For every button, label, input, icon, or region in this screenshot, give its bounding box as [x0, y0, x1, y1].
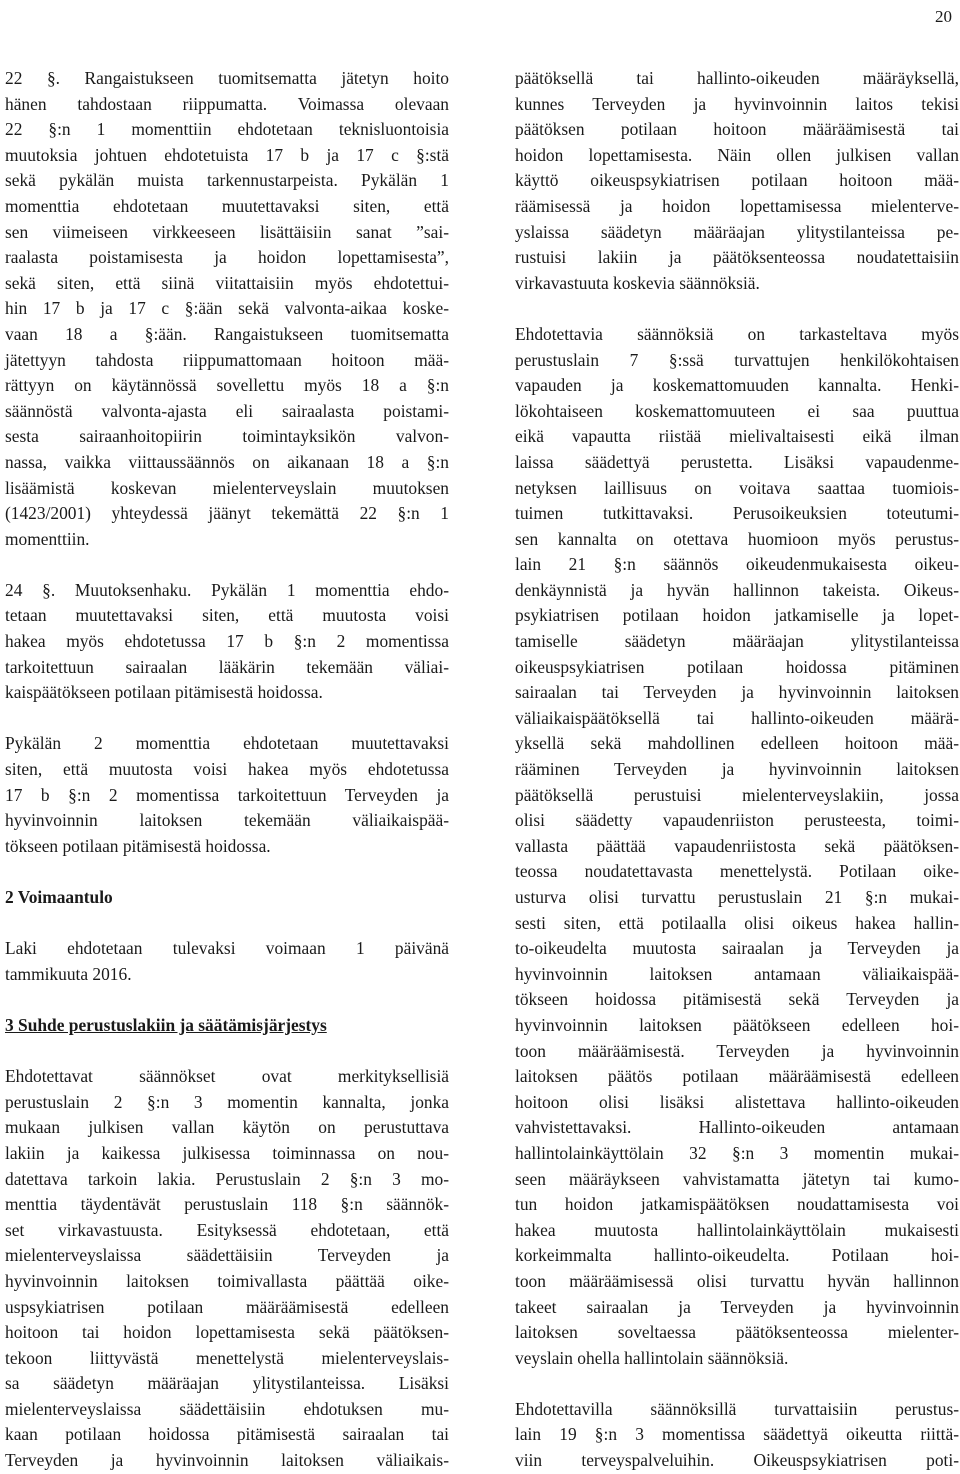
text-line: sa säädetyn määräajan ylitystilanteissa. Lisäksi — [5, 1373, 449, 1394]
text-line: väliaikaispäätöksellä tai hallinto-oikeuden määrä- — [515, 707, 959, 728]
text-line: sesta sairaanhoitopiirin toimintayksikön valvon- — [5, 426, 449, 447]
text-line: laissa säädettyä perustetta. Lisäksi vapaudenme- — [515, 451, 959, 472]
text-line: hänen tahdostaan riippumatta. Voimassa olevaan — [5, 93, 449, 114]
text-line: laitoksen päätös potilaan määräämisestä edelleen — [515, 1066, 959, 1087]
text-line: oikeuspsykiatrisen potilaan hoidossa pitäminen — [515, 656, 959, 677]
text-line: sen kannalta on otettava huomioon myös perustus- — [515, 528, 959, 549]
text-line: (1423/2001) yhteydessä jäänyt tekemättä 22 §:n 1 — [5, 503, 449, 524]
text-line: kaispäätökseen potilaan pitämisestä hoidossa. — [5, 682, 323, 703]
text-line: 22 §. Rangaistukseen tuomitsematta jätetyn hoito — [5, 68, 449, 88]
text-line: yslaissa säädetyn määräajan ylitystilanteissa pe- — [515, 221, 959, 242]
text-line: viin terveyspalveluihin. Oikeuspsykiatrisen poti- — [515, 1450, 959, 1471]
text-line: eikä vapautta riistää mielivaltaisesti eikä ilman — [515, 426, 959, 447]
text-line: 17 b §:n 2 momentissa tarkoitettuun Terveyden ja — [5, 784, 449, 805]
text-line: denkäynnistä ja hyvän hallinnon takeista. Oikeus- — [515, 579, 959, 600]
text-line: kaan potilaan hoidossa pitämisestä sairaalan tai — [5, 1424, 449, 1445]
text-line: yksellä sekä mahdollinen edelleen hoitoon mää- — [515, 733, 959, 754]
text-line: tun hoidon jatkamispäätöksen noudattamisesta voi — [515, 1194, 959, 1215]
text-line: lökohtaiseen koskemattomuuteen ei saa puuttua — [515, 400, 959, 421]
paragraph-continuation — [515, 66, 959, 296]
text-line: vahvistettavaksi. Hallinto-oikeuden antamaan — [515, 1117, 959, 1138]
text-line: tökseen hoidossa pitämisestä sekä Terveyden ja — [515, 989, 959, 1010]
text-line: hakea muutosta hallintolainkäyttölain mukaisesti — [515, 1219, 959, 1240]
text-line: 22 §:n 1 momenttiin ehdotetaan teknisluontoisia — [5, 119, 449, 140]
text-line: hin 17 b ja 17 c §:ään sekä valvonta-aikaa koske- — [5, 298, 449, 319]
text-line: to-oikeudelta muutosta sairaalan ja Terveyden ja — [515, 938, 959, 959]
text-line: Ehdotettavat säännökset ovat merkityksellisiä — [5, 1066, 449, 1087]
text-line: lisäämistä koskevan mielenterveyslain muutoksen — [5, 477, 449, 498]
text-line: hakea myös ehdotetussa 17 b §:n 2 momentissa — [5, 631, 449, 652]
text-line: sen viimeiseen virkkeeseen lisättäisiin sanat ”sai- — [5, 221, 449, 242]
text-line: Terveyden ja hyvinvoinnin laitoksen väliaikais- — [5, 1450, 449, 1471]
text-line: hyvinvoinnin laitoksen tekemään väliaikaispää- — [5, 810, 449, 831]
text-line: nassa, vaikka viittaussäännös on aikanaan 18 a §:n — [5, 451, 449, 472]
text-line: usturva olisi turvattu perustuslain 21 §:n mukai- — [515, 887, 959, 907]
text-line: räämisessä ja hoidon lopettamisessa mielenterve- — [515, 195, 959, 216]
text-line: vaan 18 a §:ään. Rangaistukseen tuomitsematta — [5, 323, 449, 344]
text-line: hallintolainkäyttölain 32 §:n 3 momentin mukai- — [515, 1142, 959, 1163]
text-line: lakiin ja kaikessa julkisessa toiminnassa on nou- — [5, 1142, 449, 1163]
text-line: toon määräämisessä olisi turvattu hyvän hallinnon — [515, 1270, 959, 1291]
text-line: tamiselle säädetyn määräajan ylitystilanteissa — [515, 631, 959, 652]
paragraph-pykalan-2 — [5, 731, 449, 859]
text-line: päätöksellä tai hallinto-oikeuden määräyksellä, — [515, 68, 959, 88]
paragraph-22-section — [5, 66, 449, 552]
text-line: perustuslain 7 §:ssä turvattujen henkilökohtaisen — [515, 349, 959, 370]
text-line: laitoksen soveltaessa päätöksenteossa mielenter- — [515, 1322, 959, 1343]
heading-suhde-perustuslakiin: 3 Suhde perustuslakiin ja säätämisjärjestys — [5, 1014, 327, 1035]
text-line: säännöstä valvonta-ajasta eli sairaalasta poistami- — [5, 400, 449, 421]
paragraph-ehdotettavia — [515, 322, 959, 1371]
text-line: hyvinvoinnin laitoksen toimivallasta päättää oike- — [5, 1270, 449, 1291]
text-line: tuimen tutkittavaksi. Perusoikeuksien toteutumi- — [515, 503, 959, 524]
text-line: käyttö oikeuspsykiatrisen potilaan hoitoon mää- — [515, 170, 959, 191]
text-line: Ehdotettavia säännöksiä on tarkasteltava myös — [515, 323, 959, 344]
text-line: mielenterveyslaissa säädettäisiin ehdotuksen mu- — [5, 1398, 449, 1419]
text-line: tarkoitettuun sairaalan lääkärin tekemään väliai- — [5, 656, 449, 677]
text-line: netyksen laillisuus on voitava saattaa tuomiois- — [515, 477, 959, 498]
text-line: virkavastuuta koskevia säännöksiä. — [515, 272, 760, 293]
paragraph-suhde — [5, 1064, 449, 1474]
text-line: rättyyn on käytännössä sovellettu myös 18 a §:n — [5, 375, 449, 396]
text-line: päätöksen potilaan hoitoon määräämisestä tai — [515, 119, 959, 140]
text-line: päätöksellä perustuisi mielenterveyslakiin, jossa — [515, 784, 959, 805]
text-line: takeet sairaalan ja Terveyden ja hyvinvoinnin — [515, 1296, 959, 1317]
text-line: mielenterveyslaissa säädettäisiin Terveyden ja — [5, 1245, 449, 1266]
text-line: datettava tarkoin lakia. Perustuslain 2 §:n 3 mo- — [5, 1168, 449, 1189]
text-line: siten, että muutosta voisi hakea myös ehdotetussa — [5, 759, 449, 780]
text-line: jätettyyn tahdosta riippumattomaan hoitoon mää- — [5, 349, 449, 370]
text-line: rustuisi lakiin ja päätöksenteossa noudatettaisiin — [515, 247, 959, 268]
text-line: sesti siten, että potilaalla olisi oikeus hakea hallin- — [515, 912, 959, 933]
text-line: perustuslain 2 §:n 3 momentin kannalta, jonka — [5, 1091, 449, 1112]
text-line: momenttiin. — [5, 528, 90, 549]
text-line: rääminen Terveyden ja hyvinvoinnin laitoksen — [515, 759, 959, 780]
heading-voimaantulo: 2 Voimaantulo — [5, 887, 113, 907]
text-line: korkeimmalta hallinto-oikeudelta. Potilaan hoi- — [515, 1245, 959, 1266]
right-column — [515, 66, 959, 1474]
text-line: psykiatrisen potilaan hoidon jatkamiselle ja lopet- — [515, 605, 959, 626]
text-line: menttia täydentävät perustuslain 118 §:n säännök- — [5, 1194, 449, 1215]
paragraph-24-section — [5, 578, 449, 706]
text-line: sekä siten, että siinä viitattaisiin myös ehdotettui- — [5, 272, 449, 293]
text-line: hoitoon olisi lisäksi alistettava hallinto-oikeuden — [515, 1091, 959, 1112]
paragraph-voimaantulo — [5, 936, 449, 987]
text-line: 24 §. Muutoksenhaku. Pykälän 1 momenttia ehdo- — [5, 579, 449, 600]
text-line: Ehdotettavilla säännöksillä turvattaisiin perustus- — [515, 1398, 959, 1419]
text-line: lain 19 §:n 3 momentissa säädettyä oikeutta riittä- — [515, 1424, 959, 1445]
text-line: veyslain ohella hallintolain säännöksiä. — [515, 1347, 789, 1368]
left-column — [5, 66, 449, 1474]
text-line: olisi säädetty vapaudenriiston perusteesta, toimi- — [515, 810, 959, 831]
text-line: raalasta poistamisesta ja hoidon lopettamisesta”, — [5, 247, 449, 268]
text-line: momenttia ehdotetaan muutettavaksi siten, että — [5, 195, 449, 216]
text-line: Laki ehdotetaan tulevaksi voimaan 1 päivänä — [5, 938, 449, 959]
text-line: sekä pykälän muista tarkennustarpeista. Pykälän 1 — [5, 170, 449, 191]
text-line: kunnes Terveyden ja hyvinvoinnin laitos tekisi — [515, 93, 959, 114]
page-number: 20 — [935, 7, 952, 26]
text-line: tekoon liittyvästä menettelystä mielenterveyslais- — [5, 1347, 449, 1368]
text-line: seen määräykseen vahvistamatta jätetyn tai kumo- — [515, 1168, 959, 1189]
text-line: teossa noudatettavasta menettelystä. Potilaan oike- — [515, 861, 959, 882]
text-line: sairaalan tai Terveyden ja hyvinvoinnin laitoksen — [515, 682, 959, 703]
text-line: hoidon lopettamisesta. Näin ollen julkisen vallan — [515, 144, 959, 165]
text-line: muutoksia johtuen ehdotetuista 17 b ja 17 c §:stä — [5, 144, 449, 165]
text-line: tetaan muutettavaksi siten, että muutosta voisi — [5, 605, 449, 626]
text-line: Pykälän 2 momenttia ehdotetaan muutettavaksi — [5, 733, 449, 754]
text-line: mukaan julkisen vallan käytön on perustuttava — [5, 1117, 449, 1138]
text-line: hyvinvoinnin laitoksen antamaan väliaikaispää- — [515, 963, 959, 984]
text-line: tammikuuta 2016. — [5, 963, 132, 984]
text-line: set virkavastuusta. Esityksessä ehdotetaan, että — [5, 1219, 449, 1240]
text-line: tökseen potilaan pitämisestä hoidossa. — [5, 835, 271, 856]
text-line: uspsykiatrisen potilaan määräämisestä edelleen — [5, 1296, 449, 1317]
text-line: vallasta päättää vapaudenriistosta sekä päätöksen- — [515, 835, 959, 856]
text-line: hoitoon tai hoidon lopettamisesta sekä päätöksen- — [5, 1322, 449, 1343]
paragraph-ehdotettavilla — [515, 1397, 959, 1474]
text-line: hyvinvoinnin laitoksen päätökseen edelleen hoi- — [515, 1014, 959, 1035]
text-line: vapauden ja koskemattomuuden kannalta. Henki- — [515, 375, 959, 396]
text-line: lain 21 §:n säännös oikeudenmukaisesta oikeu- — [515, 554, 959, 575]
text-line: toon määräämisestä. Terveyden ja hyvinvoinnin — [515, 1040, 959, 1061]
